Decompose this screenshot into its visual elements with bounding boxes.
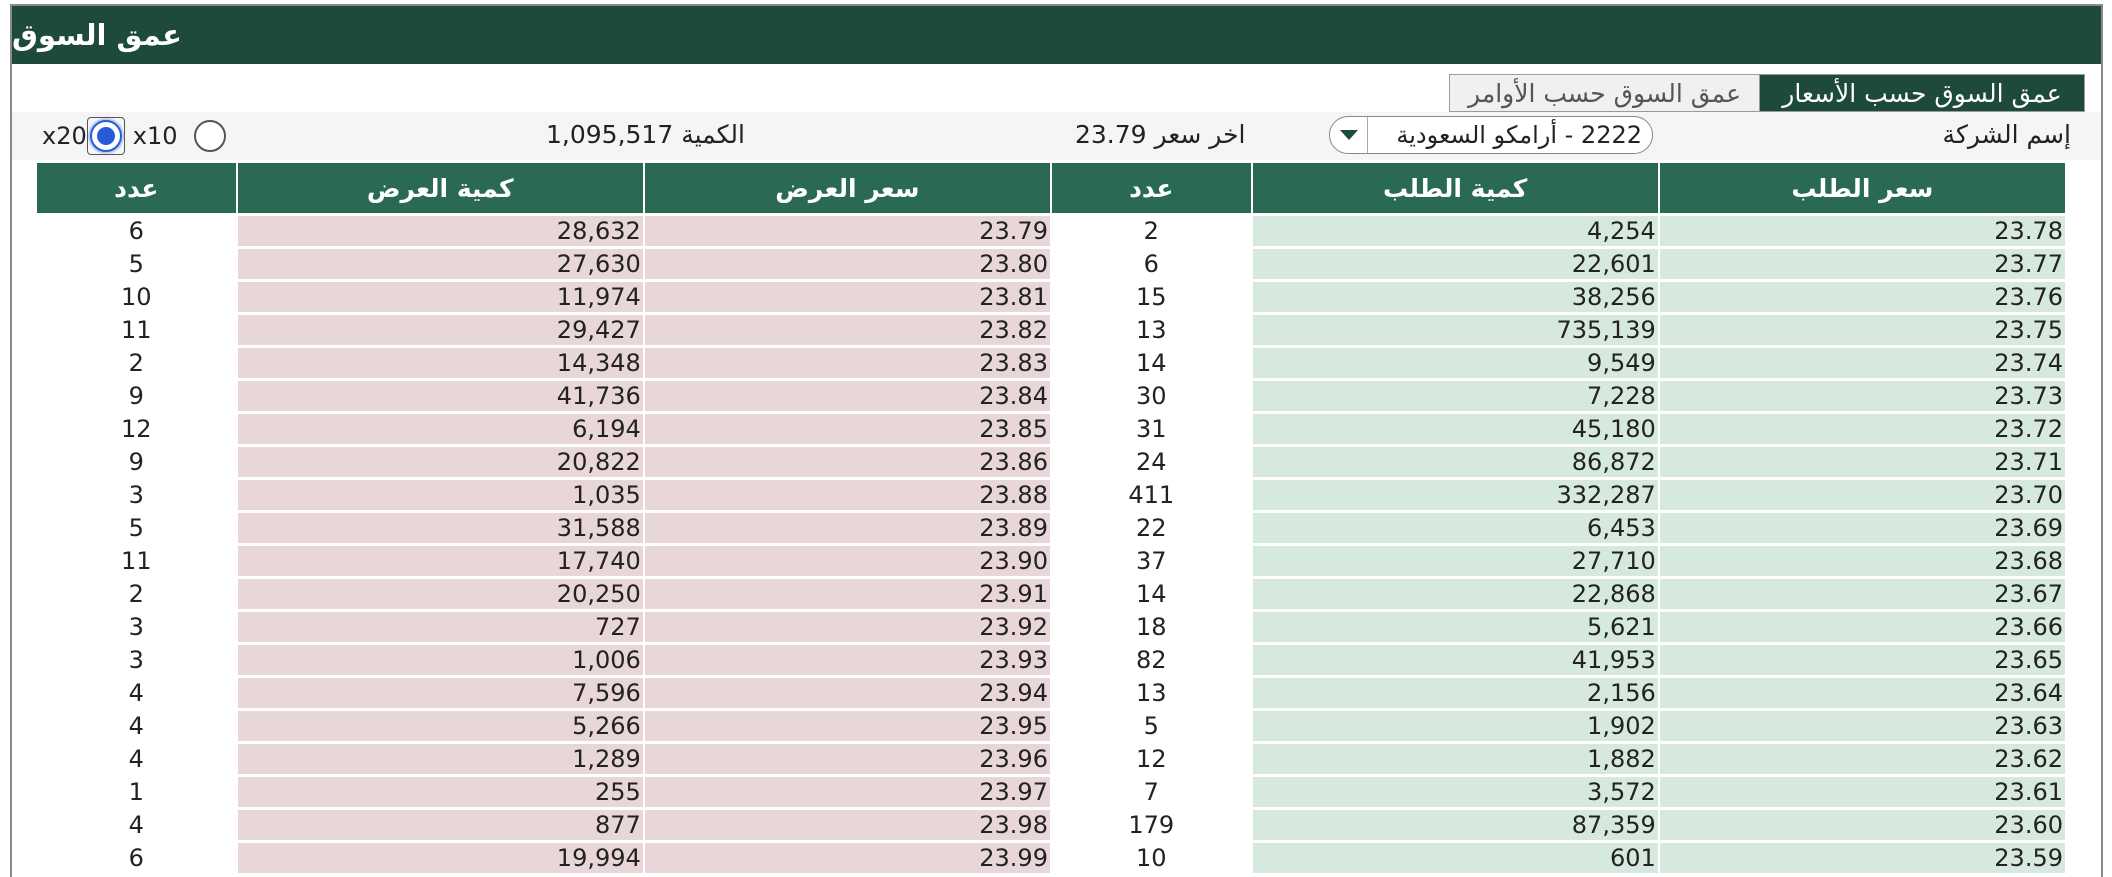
ask-quantity-cell: 1,035	[238, 480, 643, 510]
bid-price-cell: 23.74	[1660, 348, 2065, 378]
bid-price-cell: 23.72	[1660, 414, 2065, 444]
bid-count-cell: 82	[1136, 646, 1167, 674]
bid-quantity-cell: 1,882	[1253, 744, 1658, 774]
table-row	[37, 678, 2065, 708]
table-row	[37, 447, 2065, 477]
ask-price-cell: 23.94	[645, 678, 1050, 708]
depth-tabs	[1449, 74, 2085, 112]
ask-quantity-cell: 1,006	[238, 645, 643, 675]
bid-count-cell: 12	[1136, 745, 1167, 773]
ask-quantity-cell: 5,266	[238, 711, 643, 741]
bid-quantity-cell: 22,868	[1253, 579, 1658, 609]
ask-quantity-cell: 6,194	[238, 414, 643, 444]
ask-count-cell: 3	[128, 646, 144, 674]
ask-count-cell: 10	[121, 283, 152, 311]
bid-price-cell: 23.68	[1660, 546, 2065, 576]
bid-price-cell: 23.60	[1660, 810, 2065, 840]
ask-count-cell: 2	[128, 580, 144, 608]
ask-count-cell: 5	[128, 514, 144, 542]
bid-quantity-cell: 6,453	[1253, 513, 1658, 543]
quantity-value: 1,095,517	[546, 120, 674, 149]
ask-price-cell: 23.85	[645, 414, 1050, 444]
table-row	[37, 810, 2065, 840]
ask-count-cell: 6	[128, 217, 144, 245]
ask-price-cell: 23.88	[645, 480, 1050, 510]
table-row	[37, 777, 2065, 807]
ask-quantity-cell: 255	[238, 777, 643, 807]
bid-count-cell: 411	[1128, 481, 1175, 509]
table-row	[37, 216, 2065, 246]
company-dropdown[interactable]	[1329, 116, 1653, 154]
bid-price-cell: 23.65	[1660, 645, 2065, 675]
bid-price-cell: 23.71	[1660, 447, 2065, 477]
ask-quantity-cell: 19,994	[238, 843, 643, 873]
quantity	[546, 120, 745, 149]
ask-quantity-cell: 727	[238, 612, 643, 642]
ask-quantity-cell: 14,348	[238, 348, 643, 378]
last-price-label: اخر سعر	[1154, 120, 1246, 149]
table-row	[37, 513, 2065, 543]
quantity-label: الكمية	[681, 120, 745, 149]
bid-price-cell: 23.63	[1660, 711, 2065, 741]
ask-quantity-cell: 1,289	[238, 744, 643, 774]
ask-count-cell: 4	[128, 679, 144, 707]
ask-price-cell: 23.95	[645, 711, 1050, 741]
ask-price-cell: 23.82	[645, 315, 1050, 345]
bid-quantity-cell: 9,549	[1253, 348, 1658, 378]
bid-count-cell: 15	[1136, 283, 1167, 311]
depth-table	[35, 160, 2067, 876]
radio-x10[interactable]	[194, 120, 226, 152]
ask-quantity-cell: 27,630	[238, 249, 643, 279]
bid-price-cell: 23.66	[1660, 612, 2065, 642]
bid-price-cell: 23.62	[1660, 744, 2065, 774]
ask-count-cell: 12	[121, 415, 152, 443]
table-header-row	[37, 163, 2065, 213]
ask-count-cell: 4	[128, 745, 144, 773]
ask-count-cell: 2	[128, 349, 144, 377]
ask-count-cell: 11	[121, 316, 152, 344]
bid-count-cell: 10	[1136, 844, 1167, 872]
table-row	[37, 480, 2065, 510]
ask-count-cell: 1	[128, 778, 144, 806]
bid-price-cell: 23.77	[1660, 249, 2065, 279]
window-title-bar	[12, 6, 2101, 64]
ask-count-cell: 5	[128, 250, 144, 278]
ask-quantity-cell: 17,740	[238, 546, 643, 576]
ask-quantity-cell: 31,588	[238, 513, 643, 543]
ask-price-cell: 23.91	[645, 579, 1050, 609]
ask-count-cell: 9	[128, 448, 144, 476]
radio-x10-label: x10	[132, 122, 178, 150]
ask-count-cell: 11	[121, 547, 152, 575]
bid-count-cell: 13	[1136, 316, 1167, 344]
bid-quantity-cell: 2,156	[1253, 678, 1658, 708]
bid-quantity-cell: 5,621	[1253, 612, 1658, 642]
ask-price-cell: 23.97	[645, 777, 1050, 807]
bid-count-cell: 13	[1136, 679, 1167, 707]
bid-count-cell: 5	[1143, 712, 1159, 740]
ask-quantity-cell: 29,427	[238, 315, 643, 345]
ask-count-cell: 4	[128, 811, 144, 839]
table-row	[37, 645, 2065, 675]
table-row	[37, 381, 2065, 411]
ask-quantity-cell: 11,974	[238, 282, 643, 312]
radio-x20-focus	[87, 117, 125, 155]
ask-quantity-cell: 20,822	[238, 447, 643, 477]
ask-count-cell: 4	[128, 712, 144, 740]
ask-price-cell: 23.92	[645, 612, 1050, 642]
ask-price-cell: 23.80	[645, 249, 1050, 279]
bid-price-cell: 23.61	[1660, 777, 2065, 807]
bid-quantity-cell: 41,953	[1253, 645, 1658, 675]
dropdown-toggle[interactable]	[1330, 117, 1368, 153]
bid-quantity-cell: 38,256	[1253, 282, 1658, 312]
table-row	[37, 744, 2065, 774]
table-row	[37, 579, 2065, 609]
depth-size-radio-group	[42, 116, 232, 156]
ask-price-cell: 23.96	[645, 744, 1050, 774]
ask-price-cell: 23.83	[645, 348, 1050, 378]
table-row	[37, 414, 2065, 444]
ask-price-cell: 23.98	[645, 810, 1050, 840]
bid-count-cell: 14	[1136, 349, 1167, 377]
table-row	[37, 612, 2065, 642]
ask-count-cell: 6	[128, 844, 144, 872]
radio-x20-label: x20	[42, 122, 87, 150]
last-price-value: 23.79	[1075, 120, 1147, 149]
bid-quantity-cell: 601	[1253, 843, 1658, 873]
ask-price-cell: 23.99	[645, 843, 1050, 873]
company-label: إسم الشركة	[1942, 120, 2071, 149]
tab-depth-by-price[interactable]: عمق السوق حسب الأسعار	[1759, 74, 2085, 112]
ask-price-cell: 23.84	[645, 381, 1050, 411]
bid-quantity-cell: 4,254	[1253, 216, 1658, 246]
bid-quantity-cell: 332,287	[1253, 480, 1658, 510]
bid-price-cell: 23.64	[1660, 678, 2065, 708]
ask-count-cell: 3	[128, 481, 144, 509]
header-ask-price: سعر العرض	[645, 163, 1050, 213]
bid-count-cell: 24	[1136, 448, 1167, 476]
bid-price-cell: 23.59	[1660, 843, 2065, 873]
ask-price-cell: 23.90	[645, 546, 1050, 576]
header-bid-quantity: كمية الطلب	[1253, 163, 1658, 213]
header-bid-count: عدد	[1052, 163, 1251, 213]
ask-quantity-cell: 7,596	[238, 678, 643, 708]
bid-quantity-cell: 27,710	[1253, 546, 1658, 576]
bid-count-cell: 2	[1143, 217, 1159, 245]
ask-quantity-cell: 877	[238, 810, 643, 840]
table-row	[37, 843, 2065, 873]
bid-count-cell: 22	[1136, 514, 1167, 542]
bid-quantity-cell: 735,139	[1253, 315, 1658, 345]
depth-table-container	[35, 160, 2067, 876]
ask-price-cell: 23.81	[645, 282, 1050, 312]
ask-price-cell: 23.93	[645, 645, 1050, 675]
info-row	[12, 112, 2101, 160]
bid-count-cell: 179	[1128, 811, 1175, 839]
bid-count-cell: 14	[1136, 580, 1167, 608]
ask-count-cell: 3	[128, 613, 144, 641]
ask-count-cell: 9	[128, 382, 144, 410]
bid-count-cell: 7	[1143, 778, 1159, 806]
depth-table-body	[37, 216, 2065, 873]
header-ask-count: عدد	[37, 163, 236, 213]
table-row	[37, 249, 2065, 279]
table-row	[37, 315, 2065, 345]
ask-quantity-cell: 28,632	[238, 216, 643, 246]
bid-quantity-cell: 3,572	[1253, 777, 1658, 807]
bid-quantity-cell: 87,359	[1253, 810, 1658, 840]
bid-quantity-cell: 86,872	[1253, 447, 1658, 477]
bid-price-cell: 23.67	[1660, 579, 2065, 609]
header-bid-price: سعر الطلب	[1660, 163, 2065, 213]
bid-price-cell: 23.76	[1660, 282, 2065, 312]
bid-price-cell: 23.73	[1660, 381, 2065, 411]
company-dropdown-value: 2222 - أرامكو السعودية	[1396, 121, 1642, 149]
window-title: عمق السوق	[12, 18, 182, 52]
bid-quantity-cell: 1,902	[1253, 711, 1658, 741]
radio-x20[interactable]	[90, 120, 122, 152]
ask-price-cell: 23.89	[645, 513, 1050, 543]
chevron-down-icon	[1340, 130, 1358, 140]
bid-price-cell: 23.69	[1660, 513, 2065, 543]
ask-price-cell: 23.86	[645, 447, 1050, 477]
bid-count-cell: 6	[1143, 250, 1159, 278]
bid-count-cell: 18	[1136, 613, 1167, 641]
bid-quantity-cell: 22,601	[1253, 249, 1658, 279]
header-ask-quantity: كمية العرض	[238, 163, 643, 213]
table-row	[37, 348, 2065, 378]
bid-price-cell: 23.75	[1660, 315, 2065, 345]
last-price	[1075, 120, 1245, 149]
table-row	[37, 711, 2065, 741]
bid-quantity-cell: 7,228	[1253, 381, 1658, 411]
ask-quantity-cell: 41,736	[238, 381, 643, 411]
bid-quantity-cell: 45,180	[1253, 414, 1658, 444]
tab-depth-by-orders[interactable]: عمق السوق حسب الأوامر	[1449, 74, 1759, 112]
table-row	[37, 546, 2065, 576]
bid-price-cell: 23.70	[1660, 480, 2065, 510]
bid-count-cell: 30	[1136, 382, 1167, 410]
ask-price-cell: 23.79	[645, 216, 1050, 246]
table-row	[37, 282, 2065, 312]
bid-count-cell: 31	[1136, 415, 1167, 443]
bid-price-cell: 23.78	[1660, 216, 2065, 246]
bid-count-cell: 37	[1136, 547, 1167, 575]
ask-quantity-cell: 20,250	[238, 579, 643, 609]
